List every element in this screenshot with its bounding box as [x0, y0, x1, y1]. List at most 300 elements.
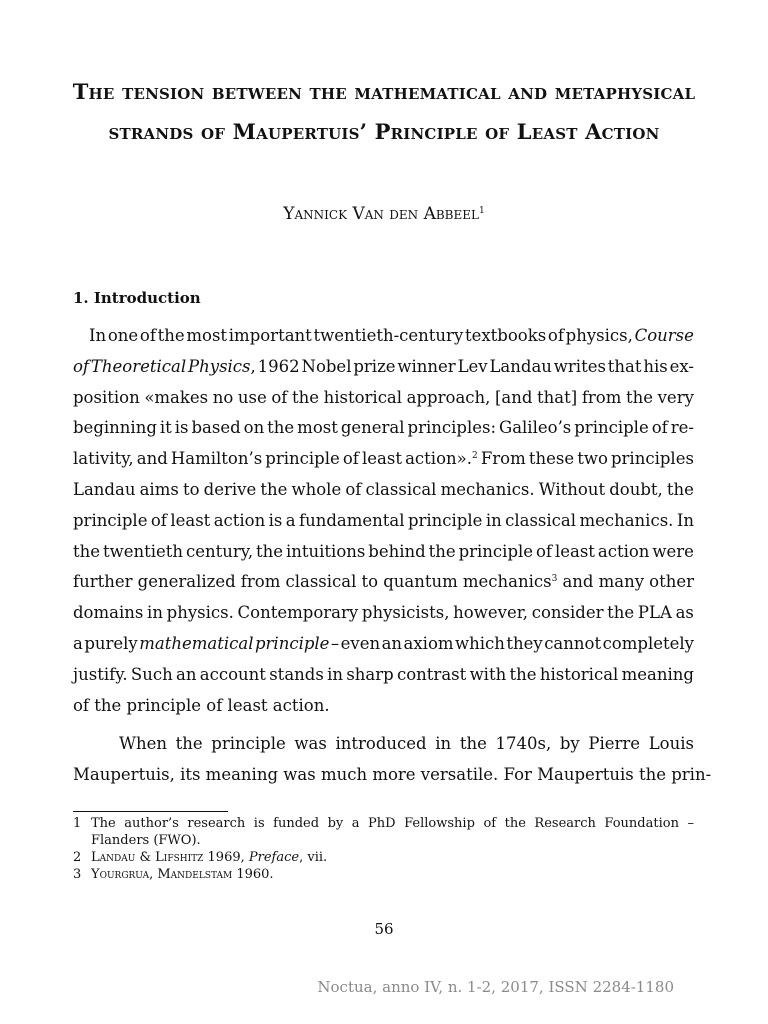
word: [244, 413, 265, 444]
paper-title: [40, 72, 728, 152]
word: [292, 383, 319, 414]
text-run: physicists,: [361, 603, 450, 623]
text-line: [73, 383, 694, 414]
text-run: physics.: [166, 603, 234, 623]
text-run: The author’s research is funded by a PhD Fellowship of the Research Foundation – Flanders (FWO).: [91, 816, 694, 848]
text-run: the: [459, 734, 487, 753]
word: [73, 413, 157, 444]
word: [131, 660, 173, 691]
text-run: PLA: [637, 603, 672, 623]
text-run: fundamental: [299, 510, 405, 530]
word: [73, 598, 143, 629]
text-run: Such: [130, 664, 173, 684]
word: [435, 729, 451, 760]
text-run: these: [528, 449, 575, 469]
text-run: In: [676, 510, 694, 530]
word: [73, 537, 100, 568]
text-run: the: [175, 734, 203, 753]
footnote-text: [91, 866, 694, 883]
text-run: principle: [211, 734, 286, 753]
text-run: in: [485, 510, 502, 530]
text-run: completely: [602, 633, 694, 653]
word: [608, 352, 642, 383]
word: [183, 475, 200, 506]
word: [336, 729, 427, 760]
text-run: Without: [538, 479, 606, 499]
word: [160, 413, 172, 444]
word: [299, 506, 405, 537]
text-run: action: [213, 510, 266, 530]
small-caps-text: Landau & Lifshitz: [91, 850, 204, 865]
text-run: Lev: [457, 356, 488, 376]
word: [151, 506, 167, 537]
text-run: as: [675, 603, 694, 623]
text-run: least: [170, 510, 211, 530]
footnote-marker: 3: [551, 574, 558, 585]
word: [643, 352, 667, 383]
word: [213, 383, 234, 414]
text-run: action: [597, 541, 650, 561]
footnote-text: [91, 849, 694, 866]
word: [455, 629, 505, 660]
text-run: even: [340, 633, 381, 653]
word: [429, 537, 456, 568]
text-run: the: [509, 664, 537, 684]
italic-text: Preface: [248, 850, 300, 865]
word: [238, 598, 359, 629]
word: [506, 629, 542, 660]
text-run: twentieth-century: [313, 326, 464, 345]
text-run: on: [243, 418, 265, 438]
word: [256, 537, 283, 568]
text-run: by: [559, 734, 580, 753]
text-run: Louis: [648, 734, 694, 753]
italic-text: Physics: [188, 356, 251, 376]
text-run: sharp: [346, 664, 394, 684]
text-run: approach,: [406, 387, 491, 407]
word: [510, 660, 537, 691]
word: [574, 413, 648, 444]
journal-citation: Noctua, anno IV, n. 1-2, 2017, ISSN 2284-1180: [317, 978, 674, 996]
text-run: aims: [139, 479, 179, 499]
text-run: ex-: [669, 356, 694, 376]
word: [540, 660, 618, 691]
word: [577, 444, 608, 475]
word: [343, 444, 359, 475]
word: [536, 537, 552, 568]
text-run: principle: [458, 541, 534, 561]
author-footnote-marker: 1: [478, 206, 485, 216]
text-run: cannot: [544, 633, 602, 653]
text-run: «makes: [144, 387, 209, 407]
text-run: of: [547, 326, 564, 345]
text-run: in: [147, 603, 163, 623]
text-run: many: [598, 572, 645, 592]
word: [539, 475, 605, 506]
word: [649, 729, 694, 760]
text-run: Nobel: [301, 356, 352, 376]
text-run: of: [342, 449, 359, 469]
text-run: the: [267, 418, 295, 438]
word: [362, 598, 450, 629]
text-run: most: [297, 418, 338, 438]
text-run: domains: [73, 603, 144, 623]
word: [241, 567, 281, 598]
text-run: the: [666, 479, 694, 499]
word: [314, 321, 464, 352]
word: [186, 537, 253, 568]
text-line: [73, 729, 694, 760]
word: [599, 567, 644, 598]
word: [368, 537, 425, 568]
text-run: in: [327, 664, 344, 684]
text-run: doubt,: [609, 479, 663, 499]
word: [453, 598, 528, 629]
text-line: [73, 537, 694, 568]
text-run: principles:: [407, 418, 497, 438]
text-run: consider: [531, 603, 604, 623]
word: [211, 729, 285, 760]
text-line: [73, 691, 694, 722]
italic-text: Theoretical: [90, 356, 187, 376]
text-run: mechanics.: [579, 510, 674, 530]
text-run: purely: [84, 633, 138, 653]
word: [269, 660, 324, 691]
word: [292, 475, 342, 506]
text-run: least: [362, 449, 402, 469]
word: [489, 352, 551, 383]
text-run: based: [191, 418, 241, 438]
word: [611, 444, 694, 475]
text-run: principle: [574, 418, 649, 438]
word: [170, 506, 210, 537]
word: [554, 352, 606, 383]
title-line-2: strands of Maupertuis’ Principle of Least Action: [108, 119, 660, 144]
word: [73, 506, 147, 537]
footnote-number: 3: [73, 867, 82, 882]
text-run: 1960.: [232, 867, 274, 882]
word: [176, 729, 203, 760]
text-run: of: [535, 541, 553, 561]
word: [171, 444, 262, 475]
author-name: Yannick Van den Abbeel: [283, 204, 479, 224]
italic-text: principle: [254, 633, 330, 653]
word: [383, 567, 458, 598]
word: [441, 475, 535, 506]
word: [258, 352, 300, 383]
text-run: 1969,: [203, 850, 249, 865]
word: [302, 352, 352, 383]
word: [158, 321, 185, 352]
text-run: his: [643, 356, 668, 376]
text-run: principle: [265, 449, 340, 469]
word: [676, 598, 694, 629]
word: [138, 567, 236, 598]
text-run: mechanics.: [440, 479, 535, 499]
word: [167, 598, 234, 629]
text-run: action».: [405, 449, 472, 469]
text-run: were: [652, 541, 694, 561]
text-run: they: [506, 633, 543, 653]
text-run: the: [260, 479, 288, 499]
word: [649, 567, 694, 598]
text-line: [73, 660, 694, 691]
text-run: 1962: [257, 356, 300, 376]
word: [73, 567, 133, 598]
text-run: the: [73, 541, 101, 561]
text-run: [and: [494, 387, 533, 407]
word: [255, 629, 329, 660]
word: [341, 413, 405, 444]
word: [652, 413, 668, 444]
word: [91, 352, 186, 383]
word: [286, 537, 365, 568]
text-run: –: [330, 633, 340, 653]
word: [638, 598, 672, 629]
text-run: to: [361, 572, 379, 592]
text-run: twentieth: [102, 541, 184, 561]
word: [532, 598, 604, 629]
text-run: When: [119, 734, 167, 753]
text-run: principle: [73, 510, 148, 530]
word: [598, 537, 650, 568]
text-run: Maupertuis, its meaning was much more versatile. For Maupertuis the prin-: [73, 764, 712, 784]
word: [544, 629, 601, 660]
word: [607, 598, 634, 629]
text-run: contrast: [397, 664, 467, 684]
word: [327, 660, 343, 691]
text-run: of: [345, 479, 362, 499]
text-run: prize: [353, 356, 396, 376]
text-run: the: [607, 603, 635, 623]
word: [555, 537, 595, 568]
word: [139, 629, 253, 660]
text-run: axiom: [403, 633, 454, 653]
footnote-text: [91, 815, 694, 849]
word: [463, 567, 557, 598]
word: [286, 506, 296, 537]
word: [331, 629, 339, 660]
text-run: Pierre: [588, 734, 641, 753]
word: [499, 413, 571, 444]
word: [73, 660, 128, 691]
word: [677, 506, 694, 537]
text-run: of: [651, 418, 668, 438]
word: [175, 413, 189, 444]
word: [465, 321, 546, 352]
text-run: whole: [291, 479, 342, 499]
text-line: [73, 444, 694, 475]
text-run: of: [271, 387, 288, 407]
word: [269, 506, 283, 537]
text-run: writes: [553, 356, 606, 376]
text-run: of: [139, 326, 156, 345]
text-run: very: [657, 387, 694, 407]
word: [186, 321, 227, 352]
word: [460, 729, 487, 760]
word: [404, 629, 454, 660]
text-run: and: [136, 449, 168, 469]
title-line-1: The tension between the mathematical and metaphysical: [72, 79, 696, 104]
word: [73, 444, 134, 475]
text-run: Hamilton’s: [170, 449, 263, 469]
text-run: one: [107, 326, 139, 345]
text-run: other: [649, 572, 694, 592]
text-run: to: [182, 479, 200, 499]
word: [671, 413, 694, 444]
footnote-rule: [73, 811, 228, 812]
text-run: the: [157, 326, 185, 345]
word: [652, 537, 694, 568]
text-run: classical: [285, 572, 357, 592]
page-number: 56: [374, 920, 394, 938]
text-run: important: [228, 326, 312, 345]
text-run: classical: [505, 510, 577, 530]
text-run: century,: [185, 541, 254, 561]
text-run: Landau: [489, 356, 552, 376]
text-run: from: [240, 572, 281, 592]
text-run: behind: [368, 541, 426, 561]
text-run: physics,: [565, 326, 633, 345]
word: [470, 660, 507, 691]
word: [204, 475, 257, 506]
text-line: [73, 567, 694, 598]
text-run: winner: [397, 356, 456, 376]
word: [560, 729, 580, 760]
text-run: , vii.: [299, 850, 328, 865]
text-run: general: [340, 418, 405, 438]
word: [73, 352, 89, 383]
small-caps-text: Yourgrua, Mandelstam: [91, 867, 233, 882]
word: [505, 506, 576, 537]
word: [345, 475, 361, 506]
text-run: derive: [203, 479, 257, 499]
text-run: ,: [250, 356, 256, 376]
footnote-number: 2: [73, 850, 82, 865]
word: [603, 629, 694, 660]
word: [366, 475, 437, 506]
text-run: Galileo’s: [499, 418, 572, 438]
word: [271, 383, 287, 414]
text-line: [73, 475, 694, 506]
text-run: the: [625, 387, 654, 407]
text-run: historical: [539, 664, 619, 684]
footnote-number: 1: [73, 816, 82, 831]
word: [89, 321, 106, 352]
word: [260, 475, 287, 506]
text-run: mechanics: [462, 572, 552, 592]
footnote: [73, 866, 694, 883]
text-run: two: [577, 449, 608, 469]
word: [382, 629, 402, 660]
text-run: a: [73, 633, 83, 653]
italic-text: of: [73, 356, 90, 376]
text-run: account: [199, 664, 266, 684]
italic-text: Course: [634, 326, 694, 345]
text-run: is: [174, 418, 189, 438]
footnote: [73, 849, 694, 866]
text-run: no: [212, 387, 234, 407]
text-run: the: [291, 387, 319, 407]
text-run: was: [294, 734, 327, 753]
word: [495, 383, 532, 414]
word: [137, 444, 168, 475]
word: [346, 660, 393, 691]
word: [267, 413, 294, 444]
text-line: [73, 352, 694, 383]
word: [667, 475, 694, 506]
word: [265, 444, 339, 475]
word: [362, 567, 379, 598]
word: [200, 660, 266, 691]
text-run: lativity,: [73, 449, 134, 469]
word: [609, 475, 663, 506]
text-run: of the principle of least action.: [73, 695, 330, 715]
word: [297, 413, 338, 444]
word: [397, 352, 455, 383]
text-run: Landau: [73, 479, 136, 499]
text-run: that: [607, 356, 642, 376]
word: [214, 506, 266, 537]
word: [626, 383, 653, 414]
word: [294, 729, 326, 760]
word: [103, 537, 183, 568]
text-run: however,: [453, 603, 529, 623]
word: [73, 475, 135, 506]
text-line: [73, 629, 694, 660]
text-run: of: [150, 510, 167, 530]
text-line: [73, 598, 694, 629]
text-run: further: [73, 572, 133, 592]
text-run: which: [455, 633, 505, 653]
word: [397, 660, 466, 691]
word: [108, 321, 138, 352]
text-run: the: [256, 541, 284, 561]
word: [140, 475, 179, 506]
word: [588, 729, 640, 760]
word: [408, 413, 497, 444]
word: [324, 383, 402, 414]
word: [140, 321, 156, 352]
word: [73, 383, 140, 414]
text-run: principle: [407, 510, 483, 530]
word: [176, 660, 196, 691]
word: [407, 383, 491, 414]
word: [238, 383, 267, 414]
text-run: introduced: [335, 734, 427, 753]
section-heading: 1. Introduction: [73, 289, 201, 307]
text-run: a: [285, 510, 296, 530]
word: [566, 321, 633, 352]
text-line: [73, 321, 694, 352]
word: [147, 598, 163, 629]
footnote: [73, 815, 694, 849]
footnote-marker: 2: [471, 451, 478, 462]
text-run: it: [159, 418, 172, 438]
word: [670, 352, 694, 383]
text-run: quantum: [383, 572, 458, 592]
text-run: position: [73, 387, 140, 407]
word: [353, 352, 395, 383]
word: [229, 321, 312, 352]
word: [405, 444, 478, 475]
footnotes: [73, 815, 694, 883]
word: [362, 444, 402, 475]
word: [84, 629, 137, 660]
text-run: that]: [537, 387, 578, 407]
text-run: classical: [365, 479, 437, 499]
word: [73, 629, 83, 660]
